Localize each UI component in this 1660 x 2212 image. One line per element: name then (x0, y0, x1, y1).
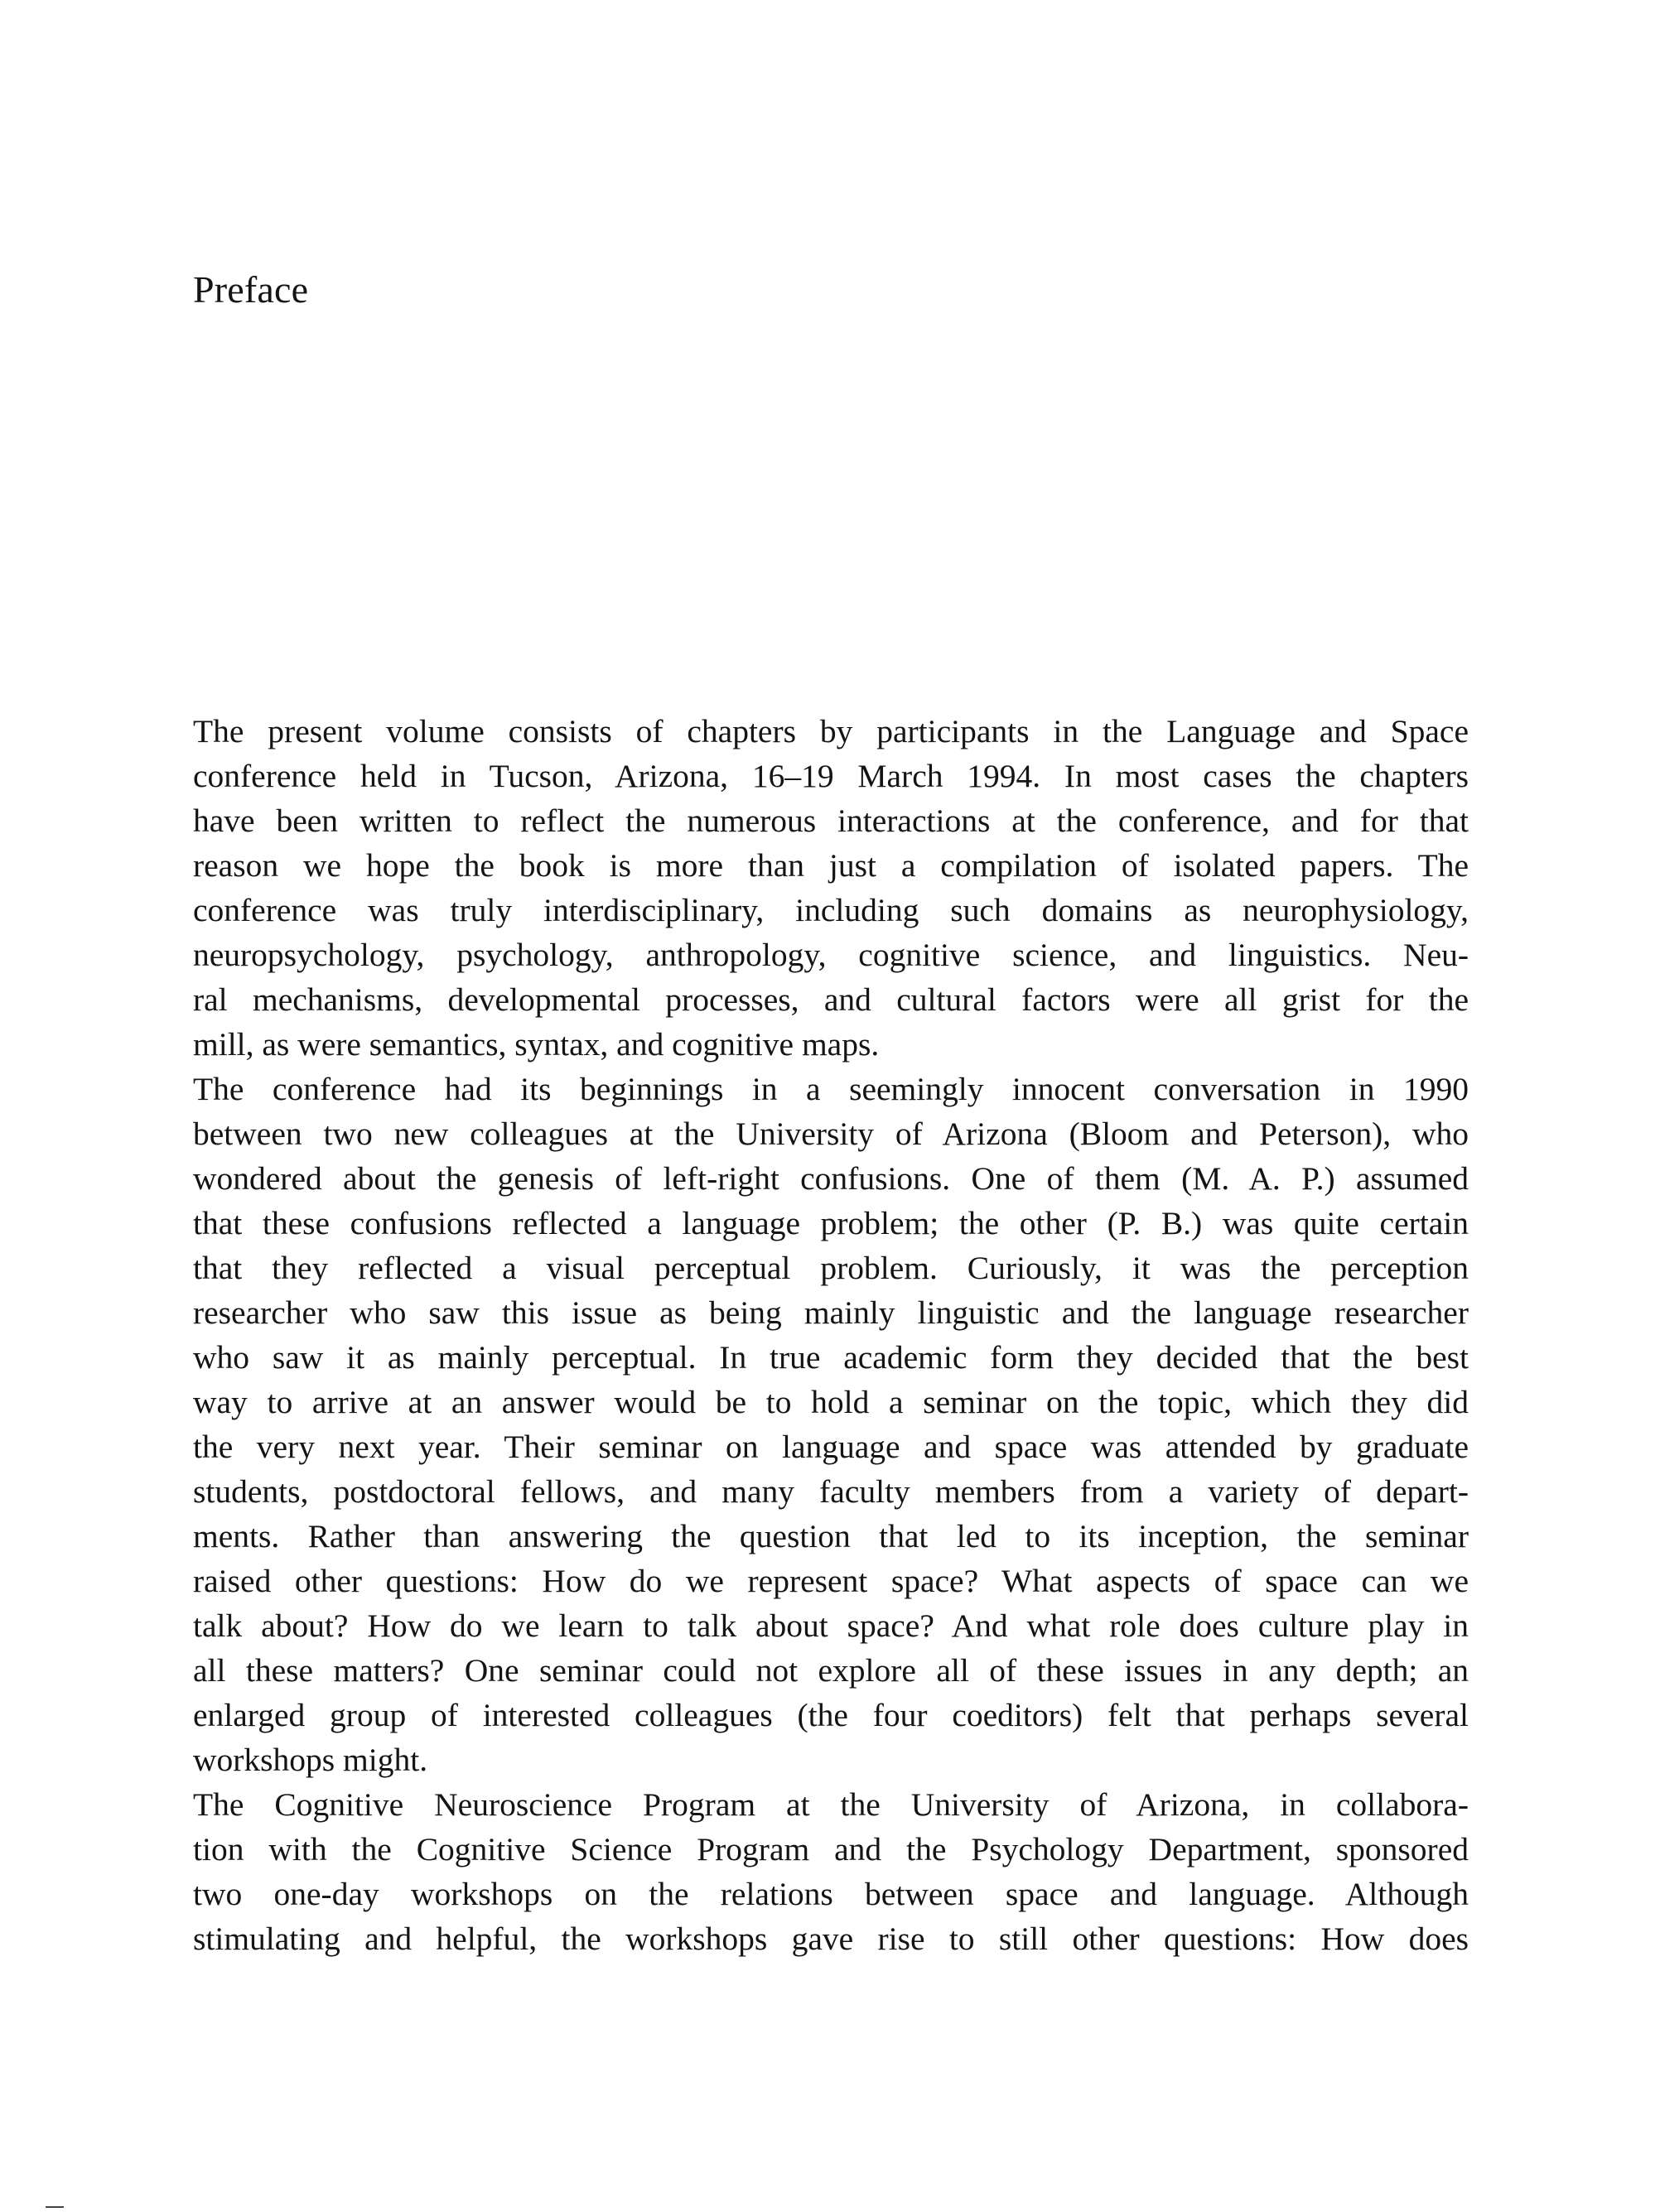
text-line: two one-day workshops on the relations between space and language. Although (193, 1876, 1469, 1912)
text-line: conference was truly interdisciplinary, including such domains as neurophysiology, (193, 892, 1469, 928)
text-line: all these matters? One seminar could not explore all of these issues in any depth; an (193, 1652, 1469, 1689)
text-line: who saw it as mainly perceptual. In true academic form they decided that the best (193, 1339, 1469, 1376)
text-line: raised other questions: How do we represent space? What aspects of space can we (193, 1563, 1469, 1599)
text-line: wondered about the genesis of left-right confusions. One of them (M. A. P.) assumed (193, 1160, 1469, 1197)
text-line: mill, as were semantics, syntax, and cognitive maps. (193, 1026, 880, 1063)
text-line: that these confusions reflected a language problem; the other (P. B.) was quite certain (193, 1205, 1469, 1241)
text-line: enlarged group of interested colleagues (the four coeditors) felt that perhaps several (193, 1697, 1469, 1733)
text-line: have been written to reflect the numerous interactions at the conference, and for that (193, 802, 1469, 839)
text-line: reason we hope the book is more than just a compilation of isolated papers. The (193, 847, 1469, 884)
text-line: tion with the Cognitive Science Program and the Psychology Department, sponsored (193, 1831, 1469, 1867)
text-line: between two new colleagues at the University of Arizona (Bloom and Peterson), who (193, 1116, 1469, 1152)
page-edge-mark (46, 2206, 64, 2208)
text-line: The present volume consists of chapters by participants in the Language and Space (193, 713, 1469, 749)
paragraph-1 (193, 709, 1469, 1067)
body-text (193, 709, 1469, 1961)
text-line: students, postdoctoral fellows, and many faculty members from a variety of depart- (193, 1473, 1469, 1510)
paragraph-3 (193, 1782, 1469, 1961)
text-line: the very next year. Their seminar on language and space was attended by graduate (193, 1429, 1469, 1465)
text-line: stimulating and helpful, the workshops gave rise to still other questions: How does (193, 1920, 1469, 1957)
paragraph-2 (193, 1067, 1469, 1782)
page-title: Preface (193, 268, 309, 311)
text-line: way to arrive at an answer would be to hold a seminar on the topic, which they did (193, 1384, 1469, 1420)
text-line: The Cognitive Neuroscience Program at the University of Arizona, in collabora- (193, 1786, 1469, 1823)
text-line: ral mechanisms, developmental processes, and cultural factors were all grist for the (193, 981, 1469, 1018)
text-line: researcher who saw this issue as being mainly linguistic and the language researcher (193, 1294, 1469, 1331)
text-line: ments. Rather than answering the question that led to its inception, the seminar (193, 1518, 1469, 1554)
text-line: talk about? How do we learn to talk about space? And what role does culture play in (193, 1607, 1469, 1644)
text-line: The conference had its beginnings in a seemingly innocent conversation in 1990 (193, 1071, 1469, 1107)
text-line: workshops might. (193, 1742, 428, 1778)
text-line: conference held in Tucson, Arizona, 16–19 March 1994. In most cases the chapters (193, 758, 1469, 794)
text-line: that they reflected a visual perceptual problem. Curiously, it was the perception (193, 1250, 1469, 1286)
text-line: neuropsychology, psychology, anthropology, cognitive science, and linguistics. Neu- (193, 937, 1469, 973)
